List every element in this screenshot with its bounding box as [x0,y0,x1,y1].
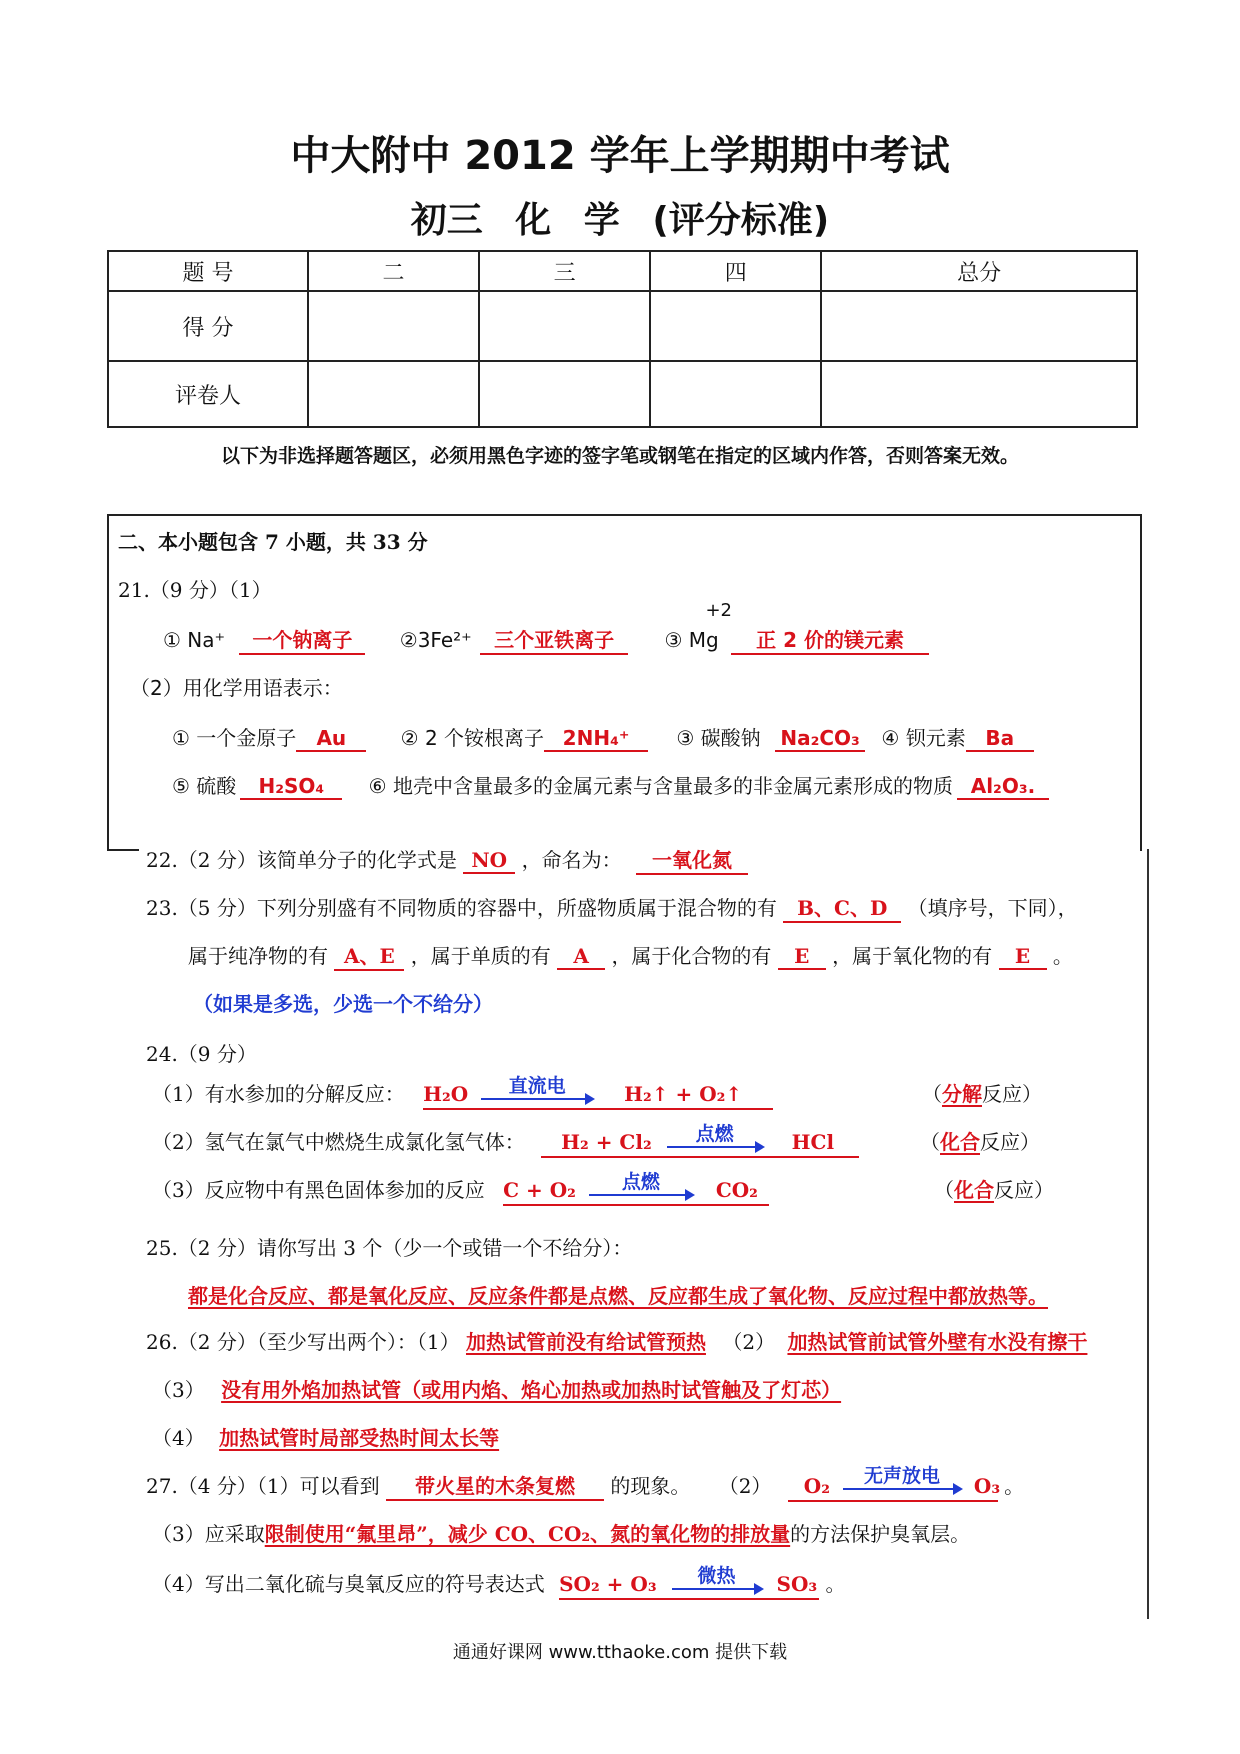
q26-row2 [152,1374,841,1403]
q21-part2-label: （2）用化学用语表示： [130,676,343,700]
q27-row3 [152,1564,846,1600]
row-header-question-number: 题 号 [108,251,308,291]
q23-answer-mixture: B、C、D [783,892,901,923]
q22-text1: 22.（2 分）该简单分子的化学式是 [146,848,457,872]
q24-r2-right: HCl [791,1130,835,1154]
q24-r2-condition: 点燃 [695,1122,734,1145]
q23-row1 [146,892,1078,923]
q23-answer-element: A [557,944,605,970]
q21-p2-label: ②3Fe²⁺ [399,628,472,652]
q24-r1-type: （分解反应） [922,1082,1042,1106]
grader-cell[interactable] [650,361,821,427]
q21-p1-label: ① Na⁺ [163,628,226,652]
q26-label: 26.（2 分）（至少写出两个）：（1） [146,1330,460,1354]
q24-r3-label: （3）反应物中有黑色固体参加的反应 [152,1178,485,1202]
q24-r2-label: （2）氢气在氯气中燃烧生成氯化氢气体： [152,1130,525,1154]
q23-text1: 23.（5 分）下列分别盛有不同物质的容器中，所盛物质属于混合物的有 [146,896,777,920]
q24-r2-type: （化合反应） [920,1130,1040,1154]
q22-row [146,844,748,875]
q23-answer-pure: A、E [334,940,404,971]
q24-r3-condition: 点燃 [621,1170,660,1193]
q27-text4: 。 [825,1572,846,1596]
grader-cell[interactable] [821,361,1137,427]
q21-p2-answer: 三个亚铁离子 [480,624,628,655]
q25-label: 25.（2 分）请你写出 3 个（少一个或错一个不给分）： [146,1236,633,1260]
grader-cell[interactable] [308,361,479,427]
q24-r3-type: （化合反应） [934,1178,1054,1202]
q21-p1-answer: 一个钠离子 [239,624,365,655]
q22-text2: ，命名为： [521,848,622,872]
q21-i1-answer: Au [296,726,366,752]
q21-p3-valence: +2 [705,600,732,621]
page-title: 中大附中 2012 学年上学期期中考试 [290,133,950,179]
q21-i4-label: ④ 钡元素 [881,726,966,750]
q21-i6-answer: Al₂O₃. [957,774,1049,800]
q21-i4-answer: Ba [966,726,1034,752]
q21-p3-wrap [664,600,732,652]
q21-part1-row [163,600,929,655]
q27-r-condition: 无声放电 [863,1464,940,1487]
q21-p3-answer: 正 2 价的镁元素 [731,624,929,655]
score-table [107,250,1138,428]
q24-r2-type-answer: 化合 [940,1130,980,1154]
q21-i5-answer: H₂SO₄ [240,774,342,800]
q21-part2-row1 [172,722,1034,752]
q24-r1-condition: 直流电 [508,1074,566,1097]
score-cell[interactable] [479,291,650,361]
q27-answer1: 带火星的木条复燃 [386,1470,604,1501]
section-heading: 二、本小题包含 7 小题，共 33 分 [118,530,428,554]
q24-r1-arrow [481,1076,593,1100]
q23-note: （如果是多选，少选一个不给分） [193,992,493,1016]
q24-r2-arrow [667,1124,763,1148]
q26-label3: （3） [152,1378,205,1402]
column-header-4: 四 [650,251,821,291]
q23-text4: ，属于单质的有 [410,944,551,968]
q21-i3-answer: Na₂CO₃ [775,726,865,752]
q24-r2-left: H₂ + Cl₂ [561,1130,652,1154]
column-header-total: 总分 [821,251,1137,291]
q24-r3-arrow [589,1172,693,1196]
q23-text2: （填序号，下同）， [907,896,1078,920]
q27-row1 [146,1464,1025,1502]
q24-r3-type-answer: 化合 [954,1178,994,1202]
q24-label: 24.（9 分） [146,1042,257,1066]
q24-r1-right: H₂↑ + O₂↑ [624,1082,743,1106]
q26-answer4: 加热试管时局部受热时间太长等 [219,1426,500,1450]
q23-text7: 。 [1052,944,1073,968]
footer-watermark: 通通好课网 www.tthaoke.com 提供下载 [452,1642,788,1663]
q26-answer2: 加热试管前试管外壁有水没有擦干 [787,1330,1088,1354]
q22-answer-name: 一氧化氮 [636,844,748,875]
q26-row3 [152,1422,499,1451]
q27-r-left: O₂ [803,1474,830,1498]
q27-text3: 的方法保护臭氧层。 [790,1522,971,1546]
q24-r1-label: （1）有水参加的分解反应： [152,1082,405,1106]
q21-i1-label: ① 一个金原子 [172,726,297,750]
column-header-2: 二 [308,251,479,291]
q25-answer: 都是化合反应、都是氧化反应、反应条件都是点燃、反应都生成了氧化物、反应过程中都放热等。 [188,1284,1048,1308]
q23-answer-compound: E [778,944,826,970]
q23-text3: 属于纯净物的有 [188,944,328,968]
q26-label4: （4） [152,1426,205,1450]
q21-i3-label: ③ 碳酸钠 [676,726,761,750]
q27-label4: （4）写出二氧化硫与臭氧反应的符号表达式 [152,1572,545,1596]
q21-i6-label: ⑥ 地壳中含量最多的金属元素与含量最多的非金属元素形成的物质 [368,774,953,798]
score-cell[interactable] [821,291,1137,361]
q21-i2-answer: 2NH₄⁺ [544,726,648,752]
answer-area-notice: 以下为非选择题答题区，必须用黑色字迹的签字笔或钢笔在指定的区域内作答，否则答案无效。 [220,445,1019,467]
column-header-3: 三 [479,251,650,291]
q27-row2 [152,1518,970,1547]
q27-label3: （3）应采取 [152,1522,265,1546]
q27-r4-arrow [672,1566,762,1590]
q24-reaction1 [152,1074,1042,1110]
q24-r3-right: CO₂ [715,1178,758,1202]
q22-answer-formula: NO [463,848,515,874]
q27-r4-right: SO₃ [776,1572,818,1596]
row-header-score: 得 分 [108,291,308,361]
q26-row1 [146,1326,1087,1355]
q27-r-arrow [843,1466,961,1490]
q26-answer1: 加热试管前没有给试管预热 [465,1330,706,1354]
row-header-grader: 评卷人 [108,361,308,427]
box-bottom-stub [107,849,139,851]
q24-reaction2 [152,1122,1040,1158]
q23-answer-oxide: E [999,944,1047,970]
q27-r4-condition: 微热 [697,1564,736,1587]
q27-r4-left: SO₂ + O₃ [559,1572,657,1596]
q23-text6: ，属于氧化物的有 [832,944,993,968]
q24-r1-type-answer: 分解 [942,1082,982,1106]
q24-reaction3 [152,1170,1054,1206]
q23-text5: ，属于化合物的有 [611,944,772,968]
q27-label2: （2） [718,1474,772,1498]
grader-cell[interactable] [479,361,650,427]
q27-text1: 的现象。 [610,1474,691,1498]
q27-text2: 。 [1004,1474,1025,1498]
q27-label: 27.（4 分）（1）可以看到 [146,1474,380,1498]
q27-r-right: O₃ [973,1474,1001,1498]
score-cell[interactable] [650,291,821,361]
q27-answer3: 限制使用“氟里昂”，减少 CO、CO₂、氮的氧化物的排放量 [264,1522,791,1546]
q21-i2-label: ② 2 个铵根离子 [400,726,545,750]
q24-r3-left: C + O₂ [503,1178,576,1202]
q21-i5-label: ⑤ 硫酸 [172,774,237,798]
q21-part2-row2 [172,770,1049,800]
q26-label2: （2） [722,1330,776,1354]
right-margin-line [1147,849,1149,1619]
q23-row2 [188,940,1073,971]
score-cell[interactable] [308,291,479,361]
q21-label: 21.（9 分）（1） [118,578,272,602]
q26-answer3: 没有用外焰加热试管（或用内焰、焰心加热或加热时试管触及了灯芯） [221,1378,842,1402]
q24-r1-left: H₂O [423,1082,469,1106]
page-subtitle: 初三 化 学 (评分标准) [410,200,830,241]
q21-p3-label: ③ Mg [664,628,719,652]
